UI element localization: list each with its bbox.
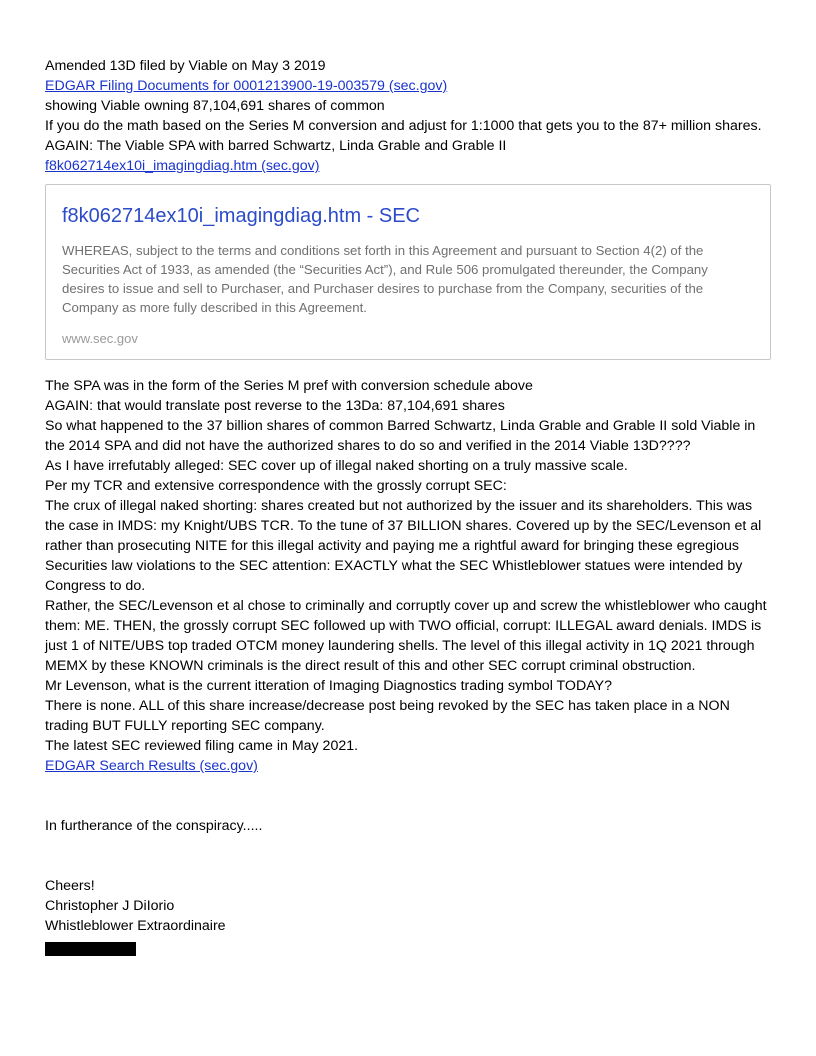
body-paragraph: The SPA was in the form of the Series M pref with conversion schedule above — [45, 378, 533, 394]
body-paragraph: As I have irrefutably alleged: SEC cover up of illegal naked shorting on a truly massive scale. — [45, 458, 628, 474]
signature-name: Christopher J DiIorio — [45, 898, 175, 914]
signoff: Cheers! — [45, 878, 95, 894]
spa-document-link[interactable]: f8k062714ex10i_imagingdiag.htm (sec.gov) — [45, 158, 320, 174]
spacer — [45, 836, 775, 876]
body-paragraph: AGAIN: that would translate post reverse to the 13Da: 87,104,691 shares — [45, 398, 505, 414]
signature-title: Whistleblower Extraordinaire — [45, 918, 226, 934]
edgar-filing-link[interactable]: EDGAR Filing Documents for 0001213900-19-003579 (sec.gov) — [45, 78, 448, 94]
edgar-search-link[interactable]: EDGAR Search Results (sec.gov) — [45, 758, 258, 774]
link-preview-domain: www.sec.gov — [62, 331, 138, 346]
intro-line-3: If you do the math based on the Series M conversion and adjust for 1:1000 that gets you to the 87+ million shares. — [45, 118, 762, 134]
intro-line-4: AGAIN: The Viable SPA with barred Schwartz, Linda Grable and Grable II — [45, 138, 507, 154]
redaction-bar — [45, 942, 136, 956]
intro-line-2: showing Viable owning 87,104,691 shares of common — [45, 98, 385, 114]
link-preview-title[interactable]: f8k062714ex10i_imagingdiag.htm - SEC — [62, 205, 420, 227]
body-paragraph: So what happened to the 37 billion shares of common Barred Schwartz, Linda Grable and Grable II sold Viable in the 2014 SPA and did not have the authorized shares to do so and verified in the 2014 Viable 13D???? — [45, 418, 756, 454]
link-preview-card[interactable] — [45, 184, 771, 360]
email-body — [45, 56, 775, 956]
body-paragraph: The crux of illegal naked shorting: shares created but not authorized by the issuer and its shareholders. This was the case in IMDS: my Knight/UBS TCR. To the tune of 37 BILLION shares. Covered up by the SEC/Levenson et al rather than prosecuting NITE for this illegal activity and paying me a rightful award for bringing these egregious Securities law violations to the SEC attention: EXACTLY what the SEC Whistleblower statues were intended by Congress to do. — [45, 498, 762, 594]
link-preview-description: WHEREAS, subject to the terms and conditions set forth in this Agreement and pursuant to Section 4(2) of the Securities Act of 1933, as amended (the “Securities Act”), and Rule 506 promulgated thereunder, the Company desires to issue and sell to Purchaser, and Purchaser desires to purchase from the Company, securities of the Company as more fully described in this Agreement. — [62, 243, 708, 315]
body-paragraph: Rather, the SEC/Levenson et al chose to criminally and corruptly cover up and screw the whistleblower who caught them: ME. THEN, the grossly corrupt SEC followed up with TWO official, corrupt: ILLEGAL award denials. IMDS is just 1 of NITE/UBS top traded OTCM money laundering shells. The level of this illegal activity in 1Q 2021 through MEMX by these KNOWN criminals is the direct result of this and other SEC corrupt criminal obstruction. — [45, 598, 767, 674]
conspiracy-line: In furtherance of the conspiracy..... — [45, 818, 263, 834]
body-paragraph: Mr Levenson, what is the current itteration of Imaging Diagnostics trading symbol TODAY? — [45, 678, 612, 694]
spacer — [45, 776, 775, 816]
body-paragraph: There is none. ALL of this share increase/decrease post being revoked by the SEC has taken place in a NON trading BUT FULLY reporting SEC company. — [45, 698, 730, 734]
body-paragraph: The latest SEC reviewed filing came in May 2021. — [45, 738, 359, 754]
body-paragraph: Per my TCR and extensive correspondence with the grossly corrupt SEC: — [45, 478, 507, 494]
intro-line-1: Amended 13D filed by Viable on May 3 2019 — [45, 58, 326, 74]
